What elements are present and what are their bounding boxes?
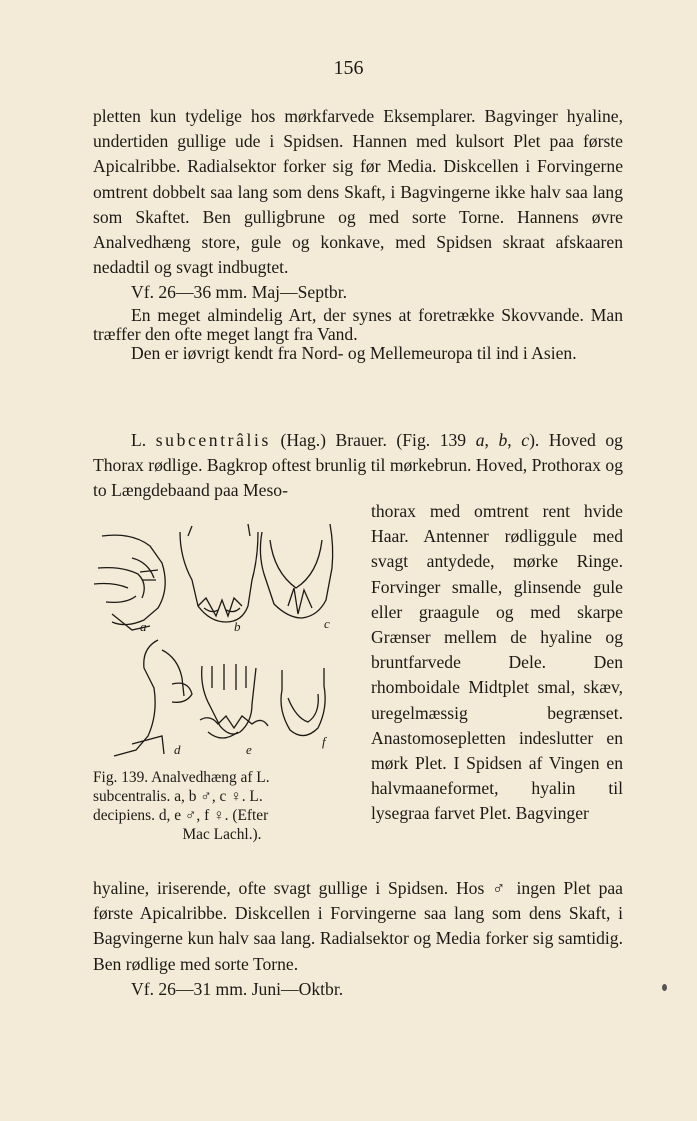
drawing-a [94, 535, 165, 630]
paragraph-2: En meget almindelig Art, der synes at foretrække Skovvande. Man træffer den ofte meget langt fra Vand. [93, 304, 623, 344]
right-column-text: thorax med omtrent rent hvide Haar. Antenner rødliggule med svagt antydede, mørke Ringe. Forvinger smalle, glinsende gule eller graagule og med skarpe Grænser mellem de hyaline og bruntfarvede Dele. Den rhomboidale Midtplet smal, skæv, uregelmæssig begrænset. Anastomosepletten indeslutter en mørk Plet. I Spidsen af Vingen en halvmaaneformet, hyalin til lysegraa farvet Plet. Bagvinger [371, 501, 623, 824]
caption-line-2: subcentralis. a, b ♂, c ♀. L. [93, 788, 263, 805]
text-block-top [93, 104, 623, 363]
figure-label-a: a [140, 619, 147, 634]
paragraph-1: pletten kun tydelige hos mørkfarvede Eksemplarer. Bagvinger hyaline, undertiden gullige ude i Spidsen. Hannen med kulsort Plet paa første Apicalribbe. Radialsektor forker sig før Media. Diskcellen i Forvingerne omtrent dobbelt saa lang som dens Skaft, i Bagvingerne ikke halv saa lang som Skaftet. Ben gulligbrune og med sorte Torne. Hannens øvre Analvedhæng store, gule og konkave, med Spidsen skraat afskaaren nedadtil og svagt indbugtet. [93, 106, 623, 278]
caption-line-3: decipiens. d, e ♂, f ♀. (Efter [93, 807, 269, 824]
figure-label-c: c [324, 616, 330, 631]
figure-label-e: e [246, 742, 252, 757]
drawing-f [281, 668, 325, 736]
species-description-start: Hoved og Thorax rødlige. Bagkrop oftest brunlig til mørkebrun. Hoved, Prothorax og to Længdebaand paa Meso- [93, 430, 623, 501]
size-range-2: Vf. 26—31 mm. Juni—Oktbr. [131, 978, 344, 999]
page-number: 156 [333, 57, 364, 79]
text-block-bottom [93, 876, 623, 1002]
figure-caption [93, 768, 351, 844]
species-name: subcentrâlis [155, 430, 271, 450]
comma-2: , [507, 430, 512, 450]
species-author: (Hag.) Brauer. (Fig. 139 [280, 430, 467, 450]
fig-ref-a: a [475, 430, 485, 450]
continuation-paragraph: hyaline, iriserende, ofte svagt gullige i Spidsen. Hos ♂ ingen Plet paa første Apicalribbe. Diskcellen i Forvingerne saa lang som dens Skaft, i Bagvingerne kun halv saa lang. Radialsektor og Media forker sig samtidig. Ben rødlige med sorte Torne. [93, 878, 623, 974]
fig-ref-c: c [521, 430, 530, 450]
species-heading [93, 428, 623, 504]
ref-close: ). [529, 430, 540, 450]
drawing-e [200, 664, 268, 738]
genus-abbr: L. [131, 430, 147, 450]
figure-label-d: d [174, 742, 181, 757]
ink-speck [662, 984, 667, 991]
drawing-c [260, 524, 332, 618]
caption-line-4: Mac Lachl.). [182, 826, 262, 843]
figure-label-b: b [234, 619, 241, 634]
paragraph-3: Den er iøvrigt kendt fra Nord- og Mellemeuropa til ind i Asien. [131, 342, 577, 363]
figure-139-illustration [92, 518, 354, 768]
species-entry [93, 428, 623, 504]
comma-1: , [484, 430, 489, 450]
figure-label-f: f [322, 734, 326, 749]
size-range-1: Vf. 26—36 mm. Maj—Septbr. [131, 282, 348, 303]
fig-ref-b: b [498, 430, 508, 450]
caption-line-1: Fig. 139. Analvedhæng af L. [93, 769, 270, 786]
drawing-d [114, 640, 192, 756]
drawing-b [180, 524, 258, 622]
